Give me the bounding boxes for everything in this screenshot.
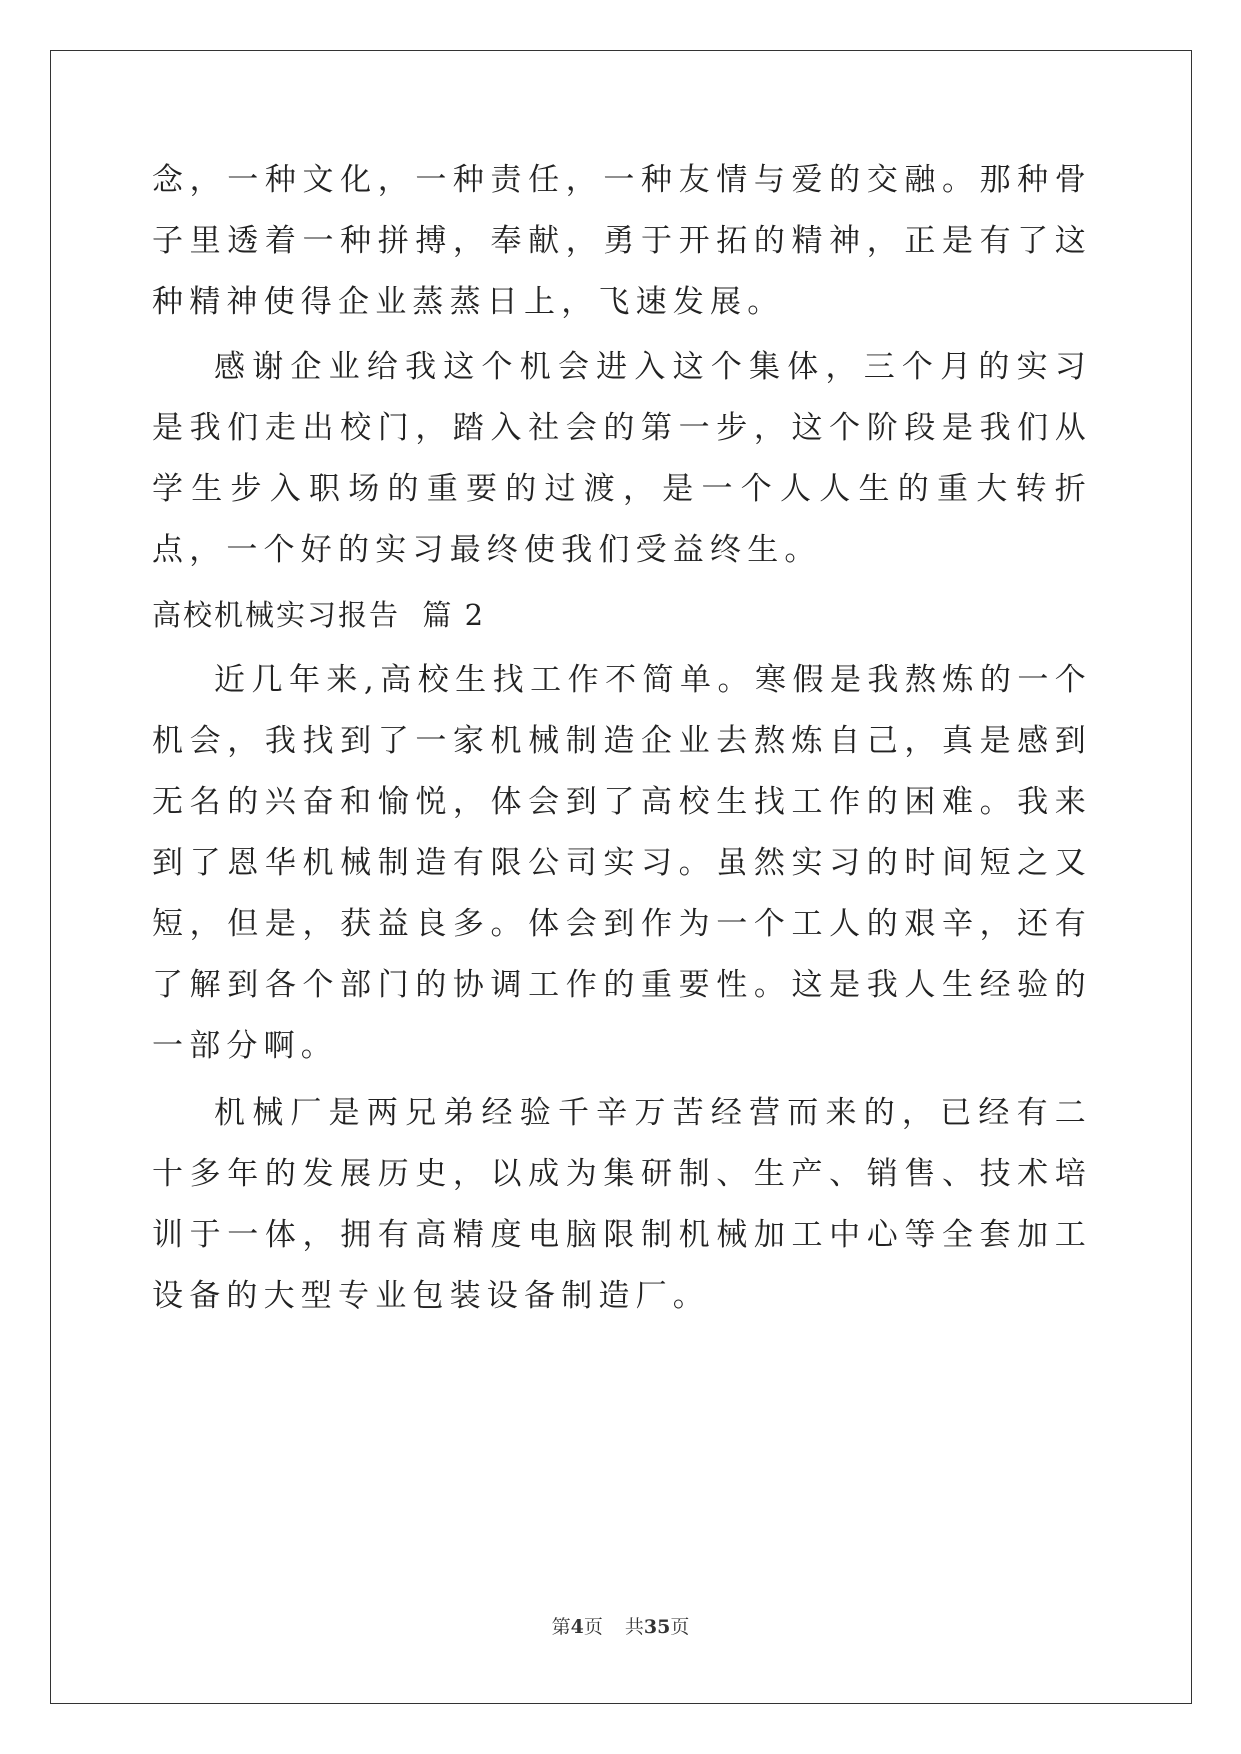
- current-page-number: 4: [570, 1616, 584, 1638]
- total-label-prefix: 共: [624, 1616, 644, 1638]
- page-label-prefix: 第: [551, 1616, 571, 1638]
- paragraph: 近几年来,高校生找工作不简单。寒假是我熬炼的一个机会，我找到了一家机械制造企业去熬炼自己，真是感到无名的兴奋和愉悦，体会到了高校生找工作的困难。我来到了恩华机械制造有限公司实习。虽然实习的时间短之又短，但是，获益良多。体会到作为一个工人的艰辛，还有了解到各个部门的协调工作的重要性。这是我人生经验的一部分啊。: [152, 662, 1092, 1064]
- paragraph: 念，一种文化，一种责任，一种友情与爱的交融。那种骨子里透着一种拼搏，奉献，勇于开拓的精神，正是有了这种精神使得企业蒸蒸日上，飞速发展。: [152, 162, 1092, 320]
- paragraph: 感谢企业给我这个机会进入这个集体，三个月的实习是我们走出校门，踏入社会的第一步，这个阶段是我们从学生步入职场的重要的过渡，是一个人人生的重大转折点，一个好的实习最终使我们受益终生。: [152, 349, 1092, 568]
- document-body: [152, 150, 1092, 1327]
- page-footer: [0, 1612, 1241, 1639]
- total-label-suffix: 页: [670, 1616, 690, 1638]
- page-label-suffix: 页: [583, 1616, 603, 1638]
- paragraph: 机械厂是两兄弟经验千辛万苦经营而来的，已经有二十多年的发展历史，以成为集研制、生产、销售、技术培训于一体，拥有高精度电脑限制机械加工中心等全套加工设备的大型专业包装设备制造厂。: [152, 1095, 1092, 1314]
- section-heading: 高校机械实习报告 篇 2: [152, 598, 486, 632]
- total-page-number: 35: [643, 1616, 671, 1638]
